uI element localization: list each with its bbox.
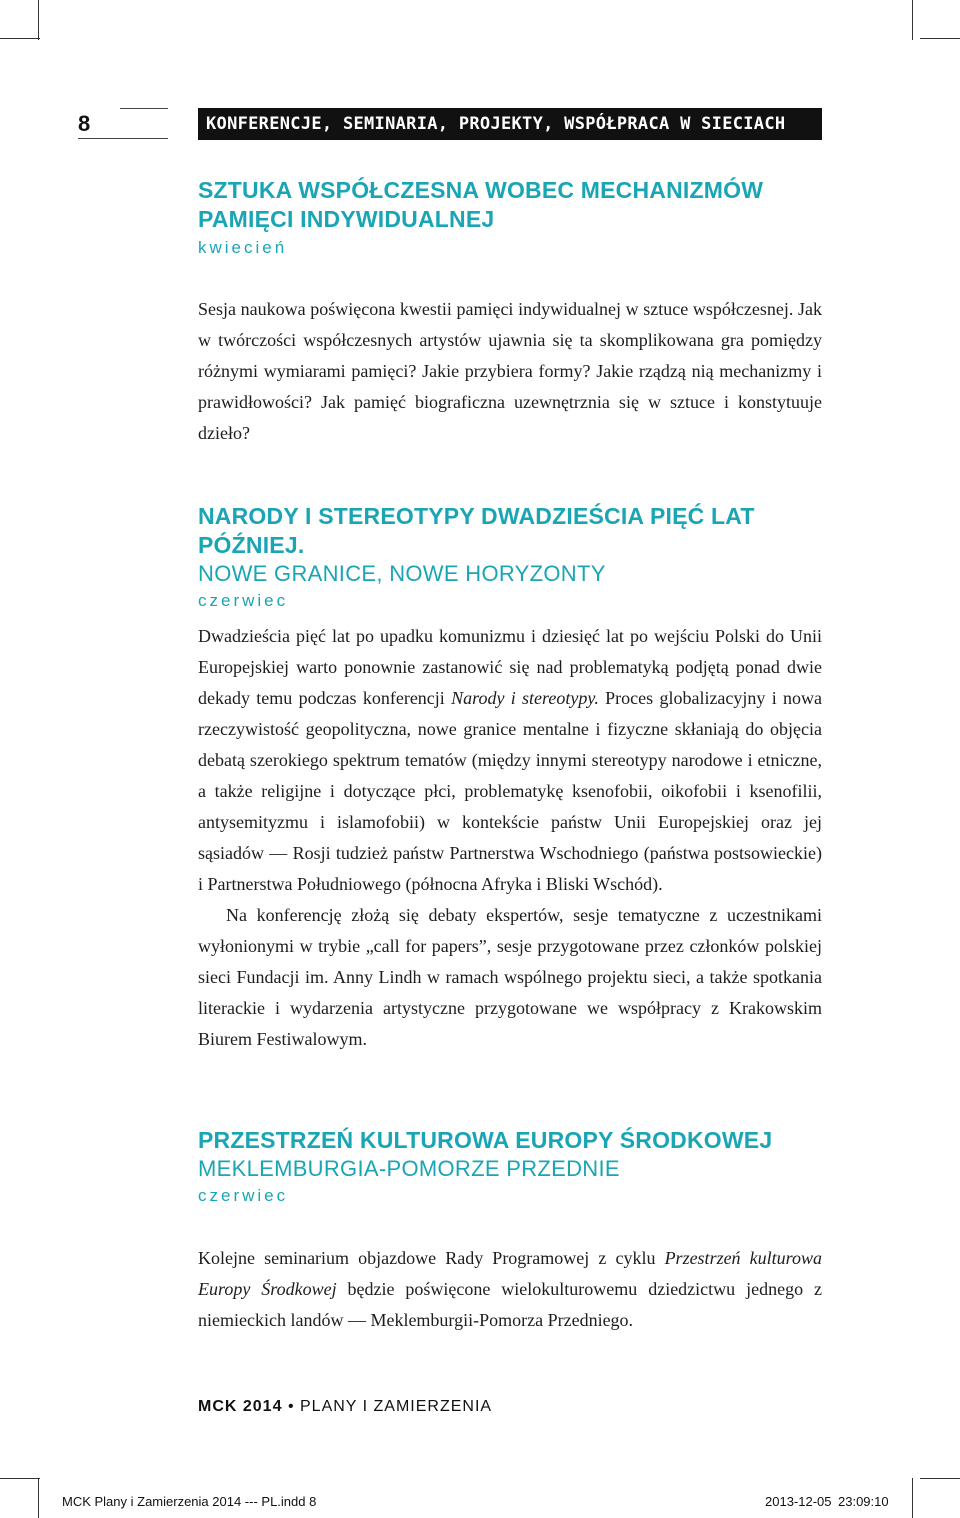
- section-1: [198, 176, 822, 258]
- paragraph: [198, 621, 822, 900]
- slug-time: 23:09:10: [838, 1494, 889, 1509]
- footer-title: PLANY I ZAMIERZENIA: [300, 1398, 493, 1415]
- crop-mark: [0, 38, 40, 39]
- section-subtitle: NOWE GRANICE, NOWE HORYZONTY: [198, 561, 606, 586]
- running-footer: [198, 1398, 492, 1416]
- section-title: SZTUKA WSPÓŁCZESNA WOBEC MECHANIZMÓW PAMIĘCI INDYWIDUALNEJ: [198, 177, 764, 232]
- slug-date: 2013-12-05: [765, 1494, 832, 1509]
- footer-bullet: •: [287, 1398, 295, 1415]
- conference-title: Narody i stereotypy.: [451, 688, 599, 708]
- series-title: Przestrzeń kulturowa Europy Środkowej: [198, 1248, 822, 1299]
- section-subtitle: MEKLEMBURGIA-POMORZE PRZEDNIE: [198, 1156, 620, 1181]
- crop-mark: [912, 1478, 913, 1518]
- section-1-body: [198, 294, 822, 449]
- footer-brand: MCK 2014: [198, 1398, 283, 1415]
- paragraph-text: będzie poświęcone wielokulturowemu dziedzictwu jednego z niemieckich landów — Meklemburgii-Pomorza Przedniego.: [198, 1279, 822, 1330]
- section-2: [198, 502, 822, 611]
- crop-mark: [912, 0, 913, 40]
- page-number-rule: [78, 138, 168, 139]
- crop-mark: [920, 1478, 960, 1479]
- section-title: NARODY I STEREOTYPY DWADZIEŚCIA PIĘĆ LAT PÓŹNIEJ.: [198, 503, 755, 558]
- page-number: 8: [78, 111, 91, 136]
- section-2-body: [198, 621, 822, 1055]
- paragraph: Na konferencję złożą się debaty ekspertów, sesje tematyczne z uczestnikami wyłonionymi w trybie „call for papers”, sesje przygotowane przez członków polskiej sieci Fundacji im. Anny Lindh w ramach wspólnego projektu sieci, a także spotkania literackie i wydarzenia artystyczne przygotowane we współpracy z Krakowskim Biurem Festiwalowym.: [198, 905, 822, 1049]
- paragraph: Sesja naukowa poświęcona kwestii pamięci indywidualnej w sztuce współczesnej. Jak w twórczości współczesnych artystów ujawnia się ta skomplikowana gra pomiędzy różnymi wymiarami pamięci? Jakie przybiera formy? Jakie rządzą nią mechanizmy i prawidłowości? Jak pamięć biograficzna uzewnętrznia się w sztuce i konstytuuje dzieło?: [198, 299, 822, 443]
- slug-filename: MCK Plany i Zamierzenia 2014 --- PL.indd 8: [62, 1494, 317, 1509]
- paragraph-text: Dwadzieścia pięć lat po upadku komunizmu i dziesięć lat po wejściu Polski do Unii Europejskiej warto ponownie zastanowić się nad problematyką podjętą ponad dwie dekady temu podczas konferencji: [198, 626, 822, 708]
- crop-mark: [920, 38, 960, 39]
- crop-mark: [38, 1478, 39, 1518]
- section-date: czerwiec: [198, 591, 289, 610]
- section-date: czerwiec: [198, 1186, 289, 1205]
- section-3: [198, 1126, 822, 1206]
- crop-mark: [0, 1478, 40, 1479]
- section-title: PRZESTRZEŃ KULTUROWA EUROPY ŚRODKOWEJ: [198, 1127, 773, 1153]
- page-number-rule: [120, 108, 168, 109]
- section-date: kwiecień: [198, 238, 288, 257]
- section-header-bar: KONFERENCJE, SEMINARIA, PROJEKTY, WSPÓŁPRACA W SIECIACH: [198, 108, 822, 140]
- section-3-body: [198, 1243, 822, 1336]
- paragraph-text: Proces globalizacyjny i nowa rzeczywistość geopolityczna, nowe granice mentalne i fizyczne skłaniają do objęcia debatą szerokiego spektrum tematów (między innymi stereotypy narodowe i etniczne, a także religijne i dotyczące płci, problematykę ksenofobii, oikofobii i ksenofilii, antysemityzmu i islamofobii) w kontekście państw Unii Europejskiej oraz jej sąsiadów — Rosji tudzież państw Partnerstwa Wschodniego (państwa postsowieckie) i Partnerstwa Południowego (północna Afryka i Bliski Wschód).: [198, 688, 822, 894]
- paragraph: [198, 1243, 822, 1336]
- crop-mark: [38, 0, 39, 40]
- paragraph-text: Kolejne seminarium objazdowe Rady Programowej z cyklu: [198, 1248, 665, 1268]
